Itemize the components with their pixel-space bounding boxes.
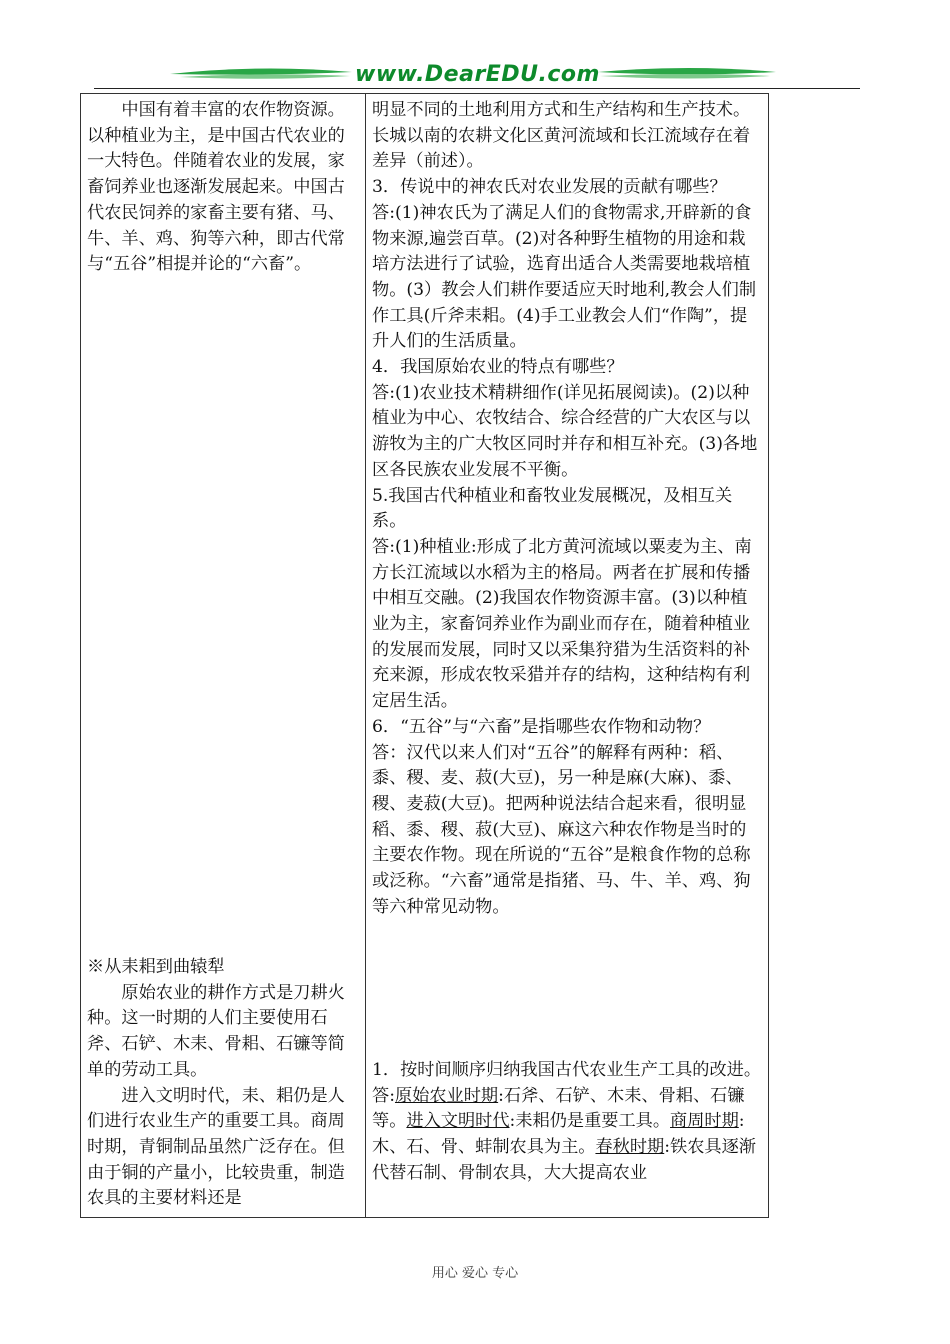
section-paragraph-1: 原始农业的耕作方式是刀耕火种。这一时期的人们主要使用石斧、石铲、木耒、骨耜、石镰等简单的劳动工具。 [87, 982, 345, 1080]
header-divider [94, 88, 860, 89]
left-column [81, 94, 366, 1218]
question-4: 4．我国原始农业的特点有哪些？ [372, 357, 624, 378]
table-row [81, 94, 769, 1218]
period-spring-autumn: 春秋时期 [595, 1137, 665, 1158]
answer-5: 答:(1)种植业:形成了北方黄河流域以粟麦为主、南方长江流域以水稻为主的格局。两者在扩展和传播中相互交融。(2)我国农作物资源丰富。(3)以种植业为主，家畜饲养业作为副业而存在，随着种植业的发展而发展，同时又以采集狩猎为生活资料的补充来源，形成农牧采猎并存的结构，这种结构有利定居生活。 [372, 536, 752, 712]
section-paragraph-2: 进入文明时代，耒、耜仍是人们进行农业生产的重要工具。商周时期，青铜制品虽然广泛存在。但由于铜的产量小，比较贵重，制造农具的主要材料还是 [87, 1085, 345, 1209]
period-primitive-agriculture: 原始农业时期 [394, 1085, 499, 1106]
period-1-text: :石斧、石铲、木耒、骨耜、石镰等。 [372, 1085, 745, 1132]
continuation-paragraph: 明显不同的土地利用方式和生产结构和生产技术。长城以南的农耕文化区黄河流域和长江流域存在着差异（前述）。 [372, 100, 751, 172]
intro-paragraph: 中国有着丰富的农作物资源。以种植业为主，是中国古代农业的一大特色。伴随着农业的发展，家畜饲养业也逐渐发展起来。中国古代农民饲养的家畜主要有猪、马、牛、羊、鸡、狗等六种，即古代常与“五谷”相提并论的“六畜”。 [87, 100, 345, 275]
answer-1-prefix: 答: [372, 1085, 395, 1106]
question-3: 3．传说中的神农氏对农业发展的贡献有哪些？ [372, 177, 727, 198]
tools-section [87, 955, 359, 1212]
period-2-text: :耒耜仍是重要工具。 [509, 1111, 671, 1132]
answer-3: 答:(1)神农氏为了满足人们的食物需求,开辟新的食物来源,遍尝百草。(2)对各种野生植物的用途和栽培方法进行了试验，选育出适合人类需要地栽培植物。(3）教会人们耕作要适应天时地利,教会人们制作工具(斤斧耒耜。(4)手工业教会人们“作陶”，提升人们的生活质量。 [372, 202, 757, 352]
section-title: ※从耒耜到曲辕犁 [87, 957, 225, 977]
page-footer: 用心 爱心 专心 [431, 1266, 519, 1281]
answer-4: 答:(1)农业技术精耕细作(详见拓展阅读)。(2)以种植业为中心、农牧结合、综合经营的广大农区与以游牧为主的广大牧区同时并存和相互补充。(3)各地区各民族农业发展不平衡。 [372, 382, 758, 480]
period-civilization: 进入文明时代 [406, 1111, 510, 1132]
tools-answer-block [372, 1058, 762, 1187]
answer-1 [372, 1084, 762, 1187]
page-header [0, 50, 950, 92]
content-table [80, 93, 769, 1218]
question-1: 1．按时间顺序归纳我国古代农业生产工具的改进。 [372, 1060, 762, 1080]
period-4-text: :铁农具逐渐代替石制、骨制农具，大大提高农业 [372, 1137, 756, 1183]
site-logo-text: www.DearEDU.com [355, 62, 600, 87]
question-5: 5.我国古代种植业和畜牧业发展概况，及相互关系。 [372, 485, 733, 532]
right-column [366, 94, 769, 1218]
answer-6: 答：汉代以来人们对“五谷”的解释有两种：稻、黍、稷、麦、菽(大豆)，另一种是麻(大麻)、黍、稷、麦菽(大豆)。把两种说法结合起来看，很明显稻、黍、稷、菽(大豆)、麻这六种农作物是当时的主要农作物。现在所说的“五谷”是粮食作物的总称或泛称。“六畜”通常是指猪、马、牛、羊、鸡、狗等六种常见动物。 [372, 742, 751, 917]
period-3-text: :木、石、骨、蚌制农具为主。 [372, 1111, 745, 1158]
period-shang-zhou: 商周时期 [670, 1111, 739, 1132]
question-6: 6．“五谷”与“六畜”是指哪些农作物和动物？ [372, 716, 711, 737]
